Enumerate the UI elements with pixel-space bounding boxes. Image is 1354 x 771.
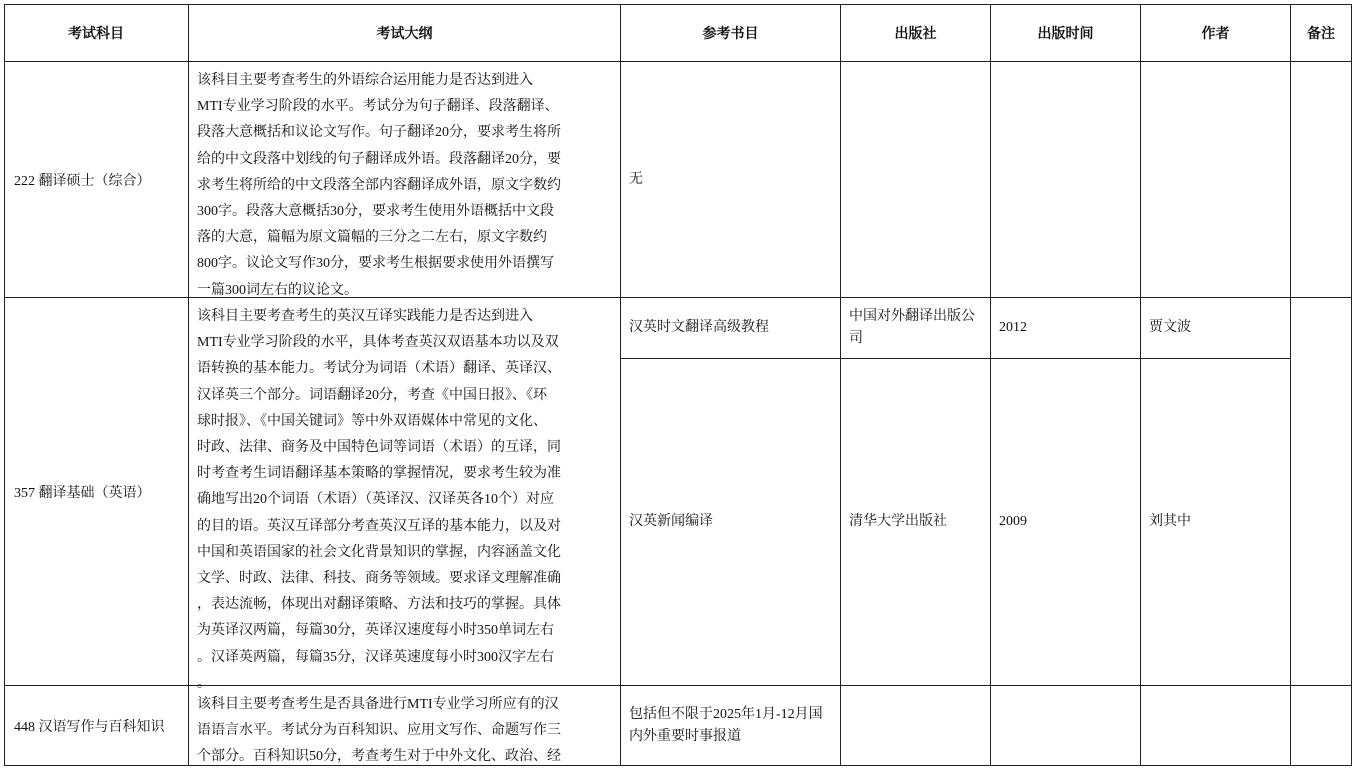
outline-line: 确地写出20个词语（术语）（英译汉、汉译英各10个）对应 (197, 492, 554, 508)
outline-line: 个部分。百科知识50分，考查考生对于中外文化、政治、经 (197, 749, 561, 765)
book-year (991, 359, 1141, 686)
book-title (621, 686, 841, 766)
outline-line: 语转换的基本能力。考试分为词语（术语）翻译、英译汉、 (197, 361, 561, 377)
header-5 (1141, 4, 1291, 62)
book-year-text: 2009 (999, 514, 1027, 529)
outline-line: 段落大意概括和议论文写作。句子翻译20分，要求考生将所 (197, 125, 561, 141)
book-publisher (841, 62, 991, 298)
header-6-text: 备注 (1307, 26, 1335, 42)
outline-line: 该科目主要考查考生是否具备进行MTI专业学习所应有的汉 (197, 697, 559, 712)
header-0 (4, 4, 189, 62)
book-year (991, 686, 1141, 766)
outline-line: 语语言水平。考试分为百科知识、应用文写作、命题写作三 (197, 723, 561, 739)
outline-line: 该科目主要考查考生的外语综合运用能力是否达到进入 (197, 73, 533, 88)
outline-line: 一篇300词左右的议论文。 (197, 282, 358, 298)
book-title-text: 汉英新闻编译 (629, 514, 713, 529)
header-4-text: 出版时间 (1037, 26, 1094, 42)
header-4 (991, 4, 1141, 62)
book-year (991, 62, 1141, 298)
book-year (991, 298, 1141, 359)
book-publisher-text: 清华大学出版社 (849, 514, 947, 529)
outline-line: 求考生将所给的中文段落全部内容翻译成外语，原文字数约 (197, 177, 561, 193)
outline-line: 给的中文段落中划线的句子翻译成外语。段落翻译20分，要 (197, 151, 561, 167)
book-author-text: 刘其中 (1149, 514, 1191, 529)
book-author (1141, 62, 1291, 298)
book-publisher-text: 中国对外翻译出版公司 (849, 309, 975, 346)
outline-line: 为英译汉两篇，每篇30分，英译汉速度每小时350单词左右 (197, 623, 554, 639)
subject-cell-text: 448 汉语写作与百科知识 (14, 719, 165, 735)
outline-line: 文学、时政、法律、科技、商务等领域。要求译文理解准确 (197, 571, 561, 587)
header-2-text: 参考书目 (702, 26, 759, 42)
book-title-text: 无 (629, 171, 643, 187)
outline-line: 时考查考生词语翻译基本策略的掌握情况，要求考生较为准 (197, 466, 561, 482)
book-title (621, 298, 841, 359)
outline-line: 中国和英语国家的社会文化背景知识的掌握，内容涵盖文化 (197, 544, 561, 560)
header-3 (841, 4, 991, 62)
outline-line: 300字。段落大意概括30分，要求考生使用外语概括中文段 (197, 204, 554, 220)
header-1 (189, 4, 621, 62)
book-title (621, 62, 841, 298)
book-publisher (841, 686, 991, 766)
header-2 (621, 4, 841, 62)
outline-line: MTI专业学习阶段的水平。考试分为句子翻译、段落翻译、 (197, 99, 559, 115)
book-title-text: 包括但不限于2025年1月-12月国内外重要时事报道 (629, 706, 823, 744)
header-1-text: 考试大纲 (376, 26, 433, 42)
header-5-text: 作者 (1201, 26, 1230, 42)
remarks-cell (1291, 62, 1352, 298)
header-0-text: 考试科目 (68, 26, 124, 42)
outline-line: 汉译英三个部分。词语翻译20分，考查《中国日报》、《环 (197, 387, 547, 403)
outline-line: 时政、法律、商务及中国特色词等词语（术语）的互译，同 (197, 440, 561, 456)
header-6 (1291, 4, 1352, 62)
outline-line: 。汉译英两篇，每篇35分，汉译英速度每小时300汉字左右 (197, 649, 554, 665)
outline-line: 落的大意，篇幅为原文篇幅的三分之二左右，原文字数约 (197, 230, 547, 246)
header-3-text: 出版社 (894, 26, 937, 42)
outline-cell (189, 62, 621, 298)
subject-cell-text: 357 翻译基础（英语） (14, 485, 151, 501)
book-year-text: 2012 (999, 320, 1027, 335)
book-author (1141, 298, 1291, 359)
outline-cell (189, 298, 621, 691)
outline-cell (189, 686, 621, 766)
subject-cell-text: 222 翻译硕士（综合） (14, 173, 151, 189)
book-author (1141, 686, 1291, 766)
outline-line: ，表达流畅，体现出对翻译策略、方法和技巧的掌握。具体 (197, 597, 561, 613)
remarks-cell (1291, 298, 1352, 686)
subject-cell (4, 686, 189, 766)
book-publisher (841, 298, 991, 359)
outline-line: 。 (197, 675, 211, 691)
book-title-text: 汉英时文翻译高级教程 (629, 320, 769, 335)
book-title (621, 359, 841, 686)
outline-line: 800字。议论文写作30分，要求考生根据要求使用外语撰写 (197, 256, 554, 272)
book-publisher (841, 359, 991, 686)
outline-line: MTI专业学习阶段的水平，具体考查英汉双语基本功以及双 (197, 335, 559, 351)
outline-line: 球时报》、《中国关键词》等中外双语媒体中常见的文化、 (197, 413, 547, 429)
book-author (1141, 359, 1291, 686)
outline-line: 的目的语。英汉互译部分考查英汉互译的基本能力，以及对 (197, 518, 561, 534)
subject-cell (4, 298, 189, 686)
outline-line: 该科目主要考查考生的英汉互译实践能力是否达到进入 (197, 309, 533, 324)
remarks-cell (1291, 686, 1352, 766)
book-author-text: 贾文波 (1149, 320, 1191, 335)
subject-cell (4, 62, 189, 298)
